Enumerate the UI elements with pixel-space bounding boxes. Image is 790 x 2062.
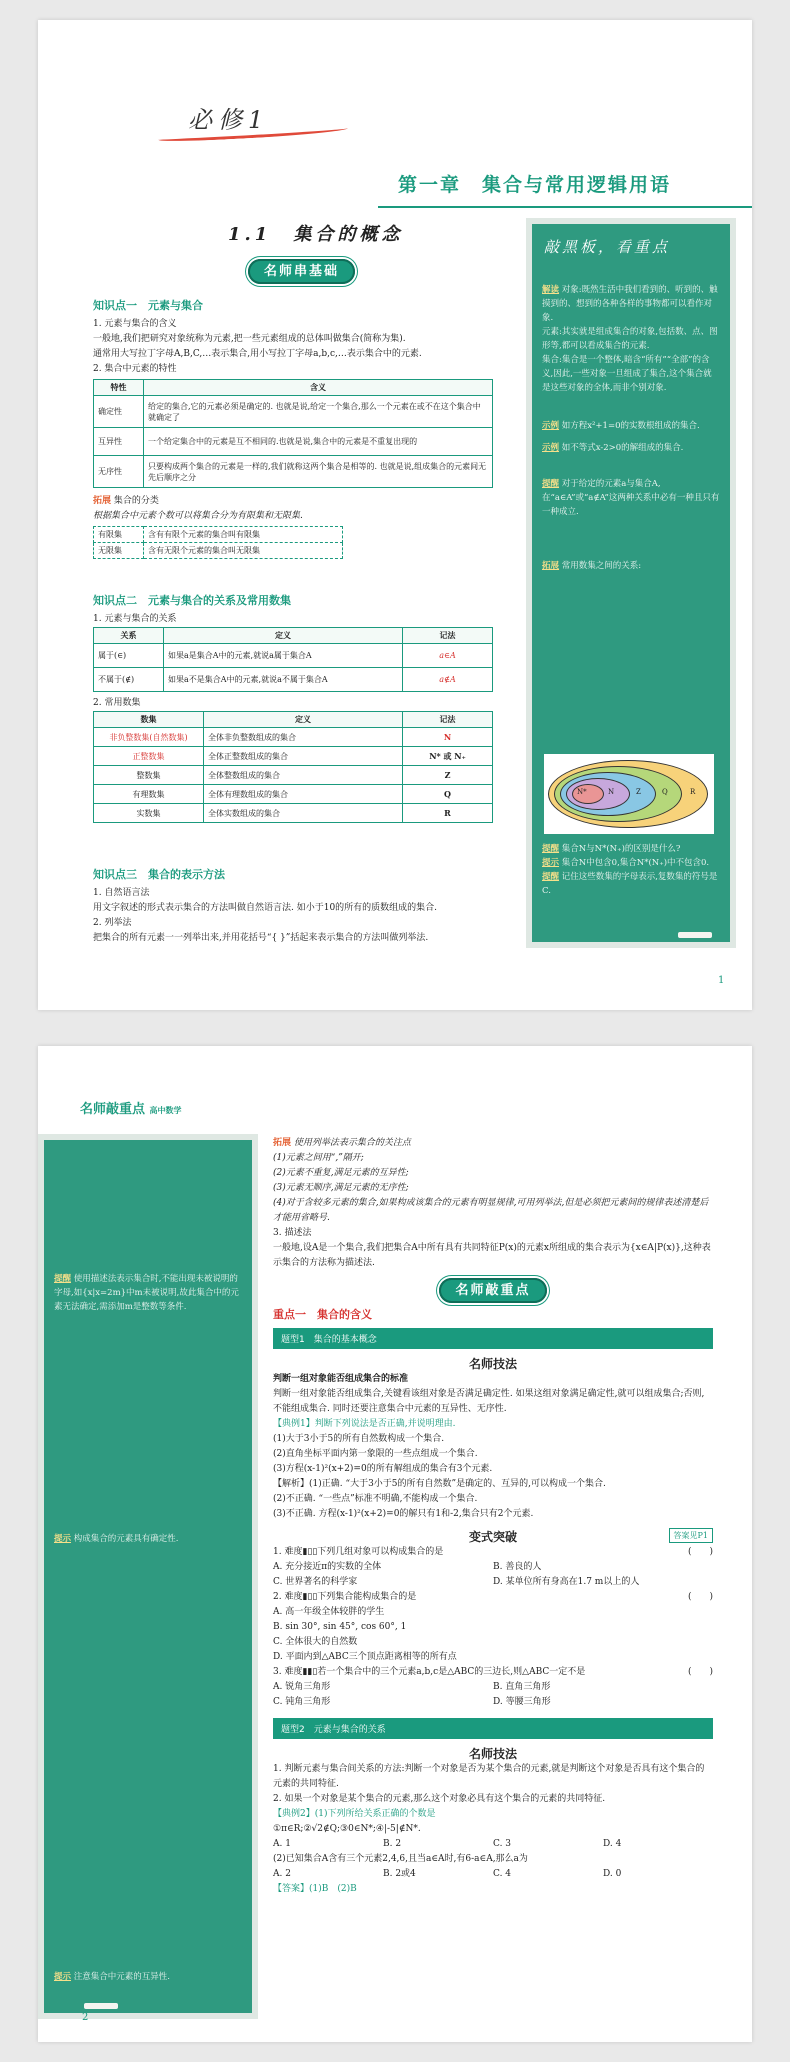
class-def: 含有无限个元素的集合叫无限集 xyxy=(144,543,343,559)
note-tag: 提醒 xyxy=(54,1274,72,1284)
p3: 一般地,设A是一个集合,我们把集合A中所有具有共同特征P(x)的元素x所组成的集合表示为{x∈A|P(x)},这种表示集合的方法称为描述法. xyxy=(273,1243,711,1268)
solution-1-line: (3)不正确. 方程(x-1)²(x+2)=0的解只有1和-2,集合只有2个元素. xyxy=(273,1509,534,1519)
question-text: 2. 难度▮▯▯下列集合能构成集合的是 xyxy=(273,1592,417,1602)
property-name: 互异性 xyxy=(94,428,144,456)
skill-title: 名师技法 xyxy=(468,1357,517,1371)
board-note xyxy=(542,283,720,325)
option: D. 等腰三角形 xyxy=(493,1697,551,1707)
ext-line: (3)元素无顺序,满足元素的无序性; xyxy=(273,1183,409,1193)
option: D. 4 xyxy=(603,1839,622,1849)
board-notes xyxy=(532,257,730,573)
board-note xyxy=(542,842,722,856)
option: A. 高一年级全体较胖的学生 xyxy=(273,1607,385,1617)
property-name: 确定性 xyxy=(94,396,144,428)
note-text: 使用描述法表示集合时,不能出现未被说明的字母,如{x|x=2m}中m未被说明,故此集合中的元素无法确定,需添加m是整数等条件. xyxy=(54,1274,239,1312)
knowledge-point-3 xyxy=(93,866,493,946)
venn-label: Z xyxy=(636,788,641,796)
example-2b: (2)已知集合A含有三个元素2,4,6,且当a∈A时,有6-a∈A,那么a为 xyxy=(273,1854,528,1864)
note-tag: 提示 xyxy=(54,1534,72,1544)
side-note-2 xyxy=(54,1532,244,1546)
note-tag: 提示 xyxy=(54,1972,72,1982)
rel-notation: a∈A xyxy=(403,644,493,668)
side-note-3 xyxy=(54,1970,244,1984)
note-text: 如不等式x-2>0的解组成的集合. xyxy=(561,443,684,453)
page-2 xyxy=(38,1046,752,2042)
note-tag: 解读 xyxy=(542,285,560,295)
board-head: 敲黑板，看重点 xyxy=(544,238,671,256)
knowledge-point-2 xyxy=(93,592,493,823)
option: A. 锐角三角形 xyxy=(273,1682,331,1692)
board-note xyxy=(542,419,720,433)
kp1-title: 知识点一 元素与集合 xyxy=(93,299,203,312)
question-text: 1. 难度▮▯▯下列几组对象可以构成集合的是 xyxy=(273,1547,444,1557)
rel-header: 关系 xyxy=(94,628,164,644)
kp1-p1: 一般地,我们把研究对象统称为元素,把一些元素组成的总体叫做集合(简称为集). xyxy=(93,334,406,344)
brand-logo xyxy=(80,1098,182,1117)
key-badge: 名师敲重点 xyxy=(439,1278,546,1303)
option: C. 钝角三角形 xyxy=(273,1697,331,1707)
ext-row xyxy=(93,494,493,509)
meaning-header: 含义 xyxy=(144,380,493,396)
key-1-title: 重点一 集合的含义 xyxy=(273,1308,372,1321)
chalk-icon xyxy=(678,932,712,938)
board-note: 元素:其实就是组成集合的对象,包括数、点、图形等,都可以看成集合的元素. xyxy=(542,327,718,351)
skill-line: 判断一组对象能否组成集合的标准 xyxy=(273,1374,409,1384)
note-text: 构成集合的元素具有确定性. xyxy=(73,1534,179,1544)
option: B. sin 30°, sin 45°, cos 60°, 1 xyxy=(273,1622,407,1632)
ext-label: 拓展 xyxy=(93,496,112,506)
venn-label: R xyxy=(690,788,696,796)
example-1-line: (1)大于3小于5的所有自然数构成一个集合. xyxy=(273,1434,445,1444)
num-set-name: 实数集 xyxy=(94,804,204,823)
option: A. 1 xyxy=(273,1839,291,1849)
book-title: 必修1 xyxy=(188,106,270,134)
note-tag: 提醒 xyxy=(542,872,560,882)
main-column-2 xyxy=(273,1136,713,1897)
blackboard-sidebar-2 xyxy=(38,1134,258,2019)
rel-def: 如果a不是集合A中的元素,就说a不属于集合A xyxy=(164,668,403,692)
note-tag: 提醒 xyxy=(542,844,560,854)
num-set-name: 有理数集 xyxy=(94,785,204,804)
section-title: 1.1 集合的概念 xyxy=(228,224,404,245)
kp2-h1: 1. 元素与集合的关系 xyxy=(93,614,177,624)
option: B. 善良的人 xyxy=(493,1562,542,1572)
venn-diagram xyxy=(544,754,714,834)
q1-options xyxy=(273,1560,713,1590)
question-3 xyxy=(273,1665,713,1680)
page-number: 1 xyxy=(718,975,725,986)
note-tag: 示例 xyxy=(542,421,560,431)
knowledge-point-1 xyxy=(93,297,493,559)
classification-table xyxy=(93,526,343,559)
answer-ref: 答案见P1 xyxy=(669,1528,713,1543)
kp2-title: 知识点二 元素与集合的关系及常用数集 xyxy=(93,594,291,607)
rel-name: 属于(∈) xyxy=(94,644,164,668)
q3-options xyxy=(273,1680,713,1710)
option: D. 0 xyxy=(603,1869,622,1879)
note-text: 对象:既然生活中我们看到的、听到的、触摸到的、想到的各种各样的事物都可以看作对象. xyxy=(542,285,718,323)
side-note-1 xyxy=(54,1272,244,1314)
num-set-symbol: N* 或 N₊ xyxy=(403,747,493,766)
option: C. 世界著名的科学家 xyxy=(273,1577,358,1587)
ext-line: (4)对于含较多元素的集合,如果构成该集合的元素有明显规律,可用列举法,但是必须把元素间的规律表述清楚后才能用省略号. xyxy=(273,1198,709,1223)
option: C. 3 xyxy=(493,1839,512,1849)
property-header: 特性 xyxy=(94,380,144,396)
board-note xyxy=(542,856,722,870)
kp3-h2: 2. 列举法 xyxy=(93,918,132,928)
venn-label: Q xyxy=(662,788,668,796)
chapter-title: 第一章 集合与常用逻辑用语 xyxy=(398,174,672,196)
option: B. 2 xyxy=(383,1839,402,1849)
basics-badge: 名师串基础 xyxy=(248,259,355,284)
num-set-def: 全体有理数组成的集合 xyxy=(204,785,403,804)
option: A. 2 xyxy=(273,1869,291,1879)
note-text: 注意集合中元素的互异性. xyxy=(73,1972,170,1982)
kp1-p2: 通常用大写拉丁字母A,B,C,…表示集合,用小写拉丁字母a,b,c,…表示集合中的元素. xyxy=(93,349,422,359)
rel-header: 定义 xyxy=(164,628,403,644)
kp2-h2: 2. 常用数集 xyxy=(93,698,141,708)
property-table xyxy=(93,379,493,488)
num-set-symbol: N xyxy=(403,728,493,747)
ex2b-options xyxy=(273,1867,713,1882)
note-tag: 示例 xyxy=(542,443,560,453)
ext-title: 使用列举法表示集合的关注点 xyxy=(293,1138,411,1148)
answer-blank: ( ) xyxy=(687,1547,713,1557)
ext-line: (2)元素不重复,满足元素的互异性; xyxy=(273,1168,409,1178)
brand-sub: 高中数学 xyxy=(149,1106,182,1115)
example-2-line: ①π∈R;②√2∉Q;③0∈N*;④|-5|∉N*. xyxy=(273,1824,421,1834)
skill2-line: 2. 如果一个对象是某个集合的元素,那么这个对象必具有这个集合的元素的共同特征. xyxy=(273,1794,606,1804)
page-1 xyxy=(38,20,752,1010)
num-header: 数集 xyxy=(94,712,204,728)
class-def: 含有有限个元素的集合叫有限集 xyxy=(144,527,343,543)
page-number: 2 xyxy=(82,2012,89,2023)
variant-header xyxy=(273,1528,713,1545)
venn-label: N* xyxy=(577,788,587,796)
note-text: 如方程x²+1=0的实数根组成的集合. xyxy=(561,421,700,431)
note-tag: 提示 xyxy=(542,858,560,868)
num-set-def: 全体实数组成的集合 xyxy=(204,804,403,823)
example-1-line: (2)直角坐标平面内第一象限的一些点组成一个集合. xyxy=(273,1449,478,1459)
property-meaning: 给定的集合,它的元素必须是确定的. 也就是说,给定一个集合,那么一个元素在或不在这个集合中就确定了 xyxy=(144,396,493,428)
relation-table xyxy=(93,627,493,692)
skill-title-2: 名师技法 xyxy=(468,1747,517,1761)
option: D. 平面内到△ABC三个顶点距离相等的所有点 xyxy=(273,1652,457,1662)
solution-1-line: 【解析】(1)正确. “大于3小于5的所有自然数”是确定的、互异的,可以构成一个集合. xyxy=(273,1479,606,1489)
num-set-def: 全体非负整数组成的集合 xyxy=(204,728,403,747)
rel-def: 如果a是集合A中的元素,就说a属于集合A xyxy=(164,644,403,668)
kp1-h2: 2. 集合中元素的特性 xyxy=(93,364,177,374)
venn-label: N xyxy=(608,788,615,796)
chalk-icon xyxy=(84,2003,118,2009)
ext-label: 拓展 xyxy=(273,1138,292,1148)
solution-1-line: (2)不正确. “一些点”标准不明确,不能构成一个集合. xyxy=(273,1494,478,1504)
kp1-h1: 1. 元素与集合的含义 xyxy=(93,319,177,329)
note-text: 常用数集之间的关系: xyxy=(561,561,642,571)
board-note xyxy=(542,870,722,898)
answer-line: 【答案】(1)B (2)B xyxy=(273,1884,357,1894)
note-text: 对于给定的元素a与集合A,在“a∈A”或“a∉A”这两种关系中必有一种且只有一种成立. xyxy=(542,479,720,517)
kp3-h1: 1. 自然语言法 xyxy=(93,888,150,898)
example-1-line: 【典例1】判断下列说法是否正确,并说明理由. xyxy=(273,1419,456,1429)
ext-text: 根据集合中元素个数可以将集合分为有限集和无限集. xyxy=(93,511,303,521)
rel-name: 不属于(∉) xyxy=(94,668,164,692)
board-note xyxy=(542,441,720,455)
blackboard-sidebar xyxy=(526,218,736,948)
question-2 xyxy=(273,1590,713,1605)
type-1-bar: 题型1 集合的基本概念 xyxy=(273,1328,713,1349)
variant-title: 变式突破 xyxy=(468,1530,517,1544)
property-meaning: 一个给定集合中的元素是互不相同的.也就是说,集合中的元素是不重复出现的 xyxy=(144,428,493,456)
kp3-p2: 把集合的所有元素一一列举出来,并用花括号“{ }”括起来表示集合的方法叫做列举法. xyxy=(93,933,429,943)
ex2-options xyxy=(273,1837,713,1852)
number-set-table xyxy=(93,711,493,823)
num-set-name: 整数集 xyxy=(94,766,204,785)
kp3-title: 知识点三 集合的表示方法 xyxy=(93,868,225,881)
board-notes-2 xyxy=(542,842,722,898)
property-name: 无序性 xyxy=(94,456,144,488)
rel-header: 记法 xyxy=(403,628,493,644)
option: B. 直角三角形 xyxy=(493,1682,551,1692)
num-set-name: 非负整数集(自然数集) xyxy=(94,728,204,747)
option: A. 充分接近π的实数的全体 xyxy=(273,1562,382,1572)
class-name: 无限集 xyxy=(94,543,144,559)
ext-title: 集合的分类 xyxy=(113,496,159,506)
num-set-symbol: Q xyxy=(403,785,493,804)
skill-line: 判断一组对象能否组成集合,关键看该组对象是否满足确定性. 如果这组对象满足确定性,就可以组成集合;否则,不能组成集合. 同时还要注意集合中元素的互异性、无序性. xyxy=(273,1389,705,1414)
answer-blank: ( ) xyxy=(687,1592,713,1602)
num-set-symbol: Z xyxy=(403,766,493,785)
option: B. 2或4 xyxy=(383,1869,416,1879)
question-text: 3. 难度▮▮▯若一个集合中的三个元素a,b,c是△ABC的三边长,则△ABC一定不是 xyxy=(273,1667,586,1677)
board-note: 集合:集合是一个整体,暗含“所有”“全部”的含义,因此,一些对象一旦组成了集合,这个集合就是这些对象的全体,而非个别对象. xyxy=(542,355,712,393)
note-tag: 提醒 xyxy=(542,479,560,489)
example-1-line: (3)方程(x-1)²(x+2)=0的所有解组成的集合有3个元素. xyxy=(273,1464,493,1474)
board-note xyxy=(542,477,720,519)
brand-name: 名师敲重点 xyxy=(80,1102,146,1117)
note-text: 记住这些数集的字母表示,复数集的符号是C. xyxy=(542,872,718,896)
num-set-name: 正整数集 xyxy=(94,747,204,766)
rel-notation: a∉A xyxy=(403,668,493,692)
property-meaning: 只要构成两个集合的元素是一样的,我们就称这两个集合是相等的. 也就是说,组成集合的元素间无先后顺序之分 xyxy=(144,456,493,488)
option: C. 全体很大的自然数 xyxy=(273,1637,358,1647)
note-text: 集合N中包含0,集合N*(N₊)中不包含0. xyxy=(561,858,710,868)
question-1 xyxy=(273,1545,713,1560)
type-2-bar: 题型2 元素与集合的关系 xyxy=(273,1718,713,1739)
note-text: 集合N与N*(N₊)的区别是什么? xyxy=(561,844,681,854)
num-set-symbol: R xyxy=(403,804,493,823)
example-2-line: 【典例2】(1)下列所给关系正确的个数是 xyxy=(273,1809,436,1819)
num-header: 定义 xyxy=(204,712,403,728)
num-header: 记法 xyxy=(403,712,493,728)
note-tag: 拓展 xyxy=(542,561,560,571)
kp3-p1: 用文字叙述的形式表示集合的方法叫做自然语言法. 如小于10的所有的质数组成的集合. xyxy=(93,903,438,913)
class-name: 有限集 xyxy=(94,527,144,543)
answer-blank: ( ) xyxy=(687,1667,713,1677)
key-badge-wrap xyxy=(273,1279,713,1298)
ext-line: (1)元素之间用“,”隔开; xyxy=(273,1153,364,1163)
skill2-line: 1. 判断元素与集合间关系的方法:判断一个对象是否为某个集合的元素,就是判断这个对象是否具有这个集合的元素的共同特征. xyxy=(273,1764,705,1789)
num-set-def: 全体正整数组成的集合 xyxy=(204,747,403,766)
num-set-def: 全体整数组成的集合 xyxy=(204,766,403,785)
h3: 3. 描述法 xyxy=(273,1228,312,1238)
board-note xyxy=(542,559,720,573)
option: C. 4 xyxy=(493,1869,512,1879)
option: D. 某单位所有身高在1.7 m以上的人 xyxy=(493,1577,640,1587)
basics-badge-wrap xyxy=(248,260,355,279)
